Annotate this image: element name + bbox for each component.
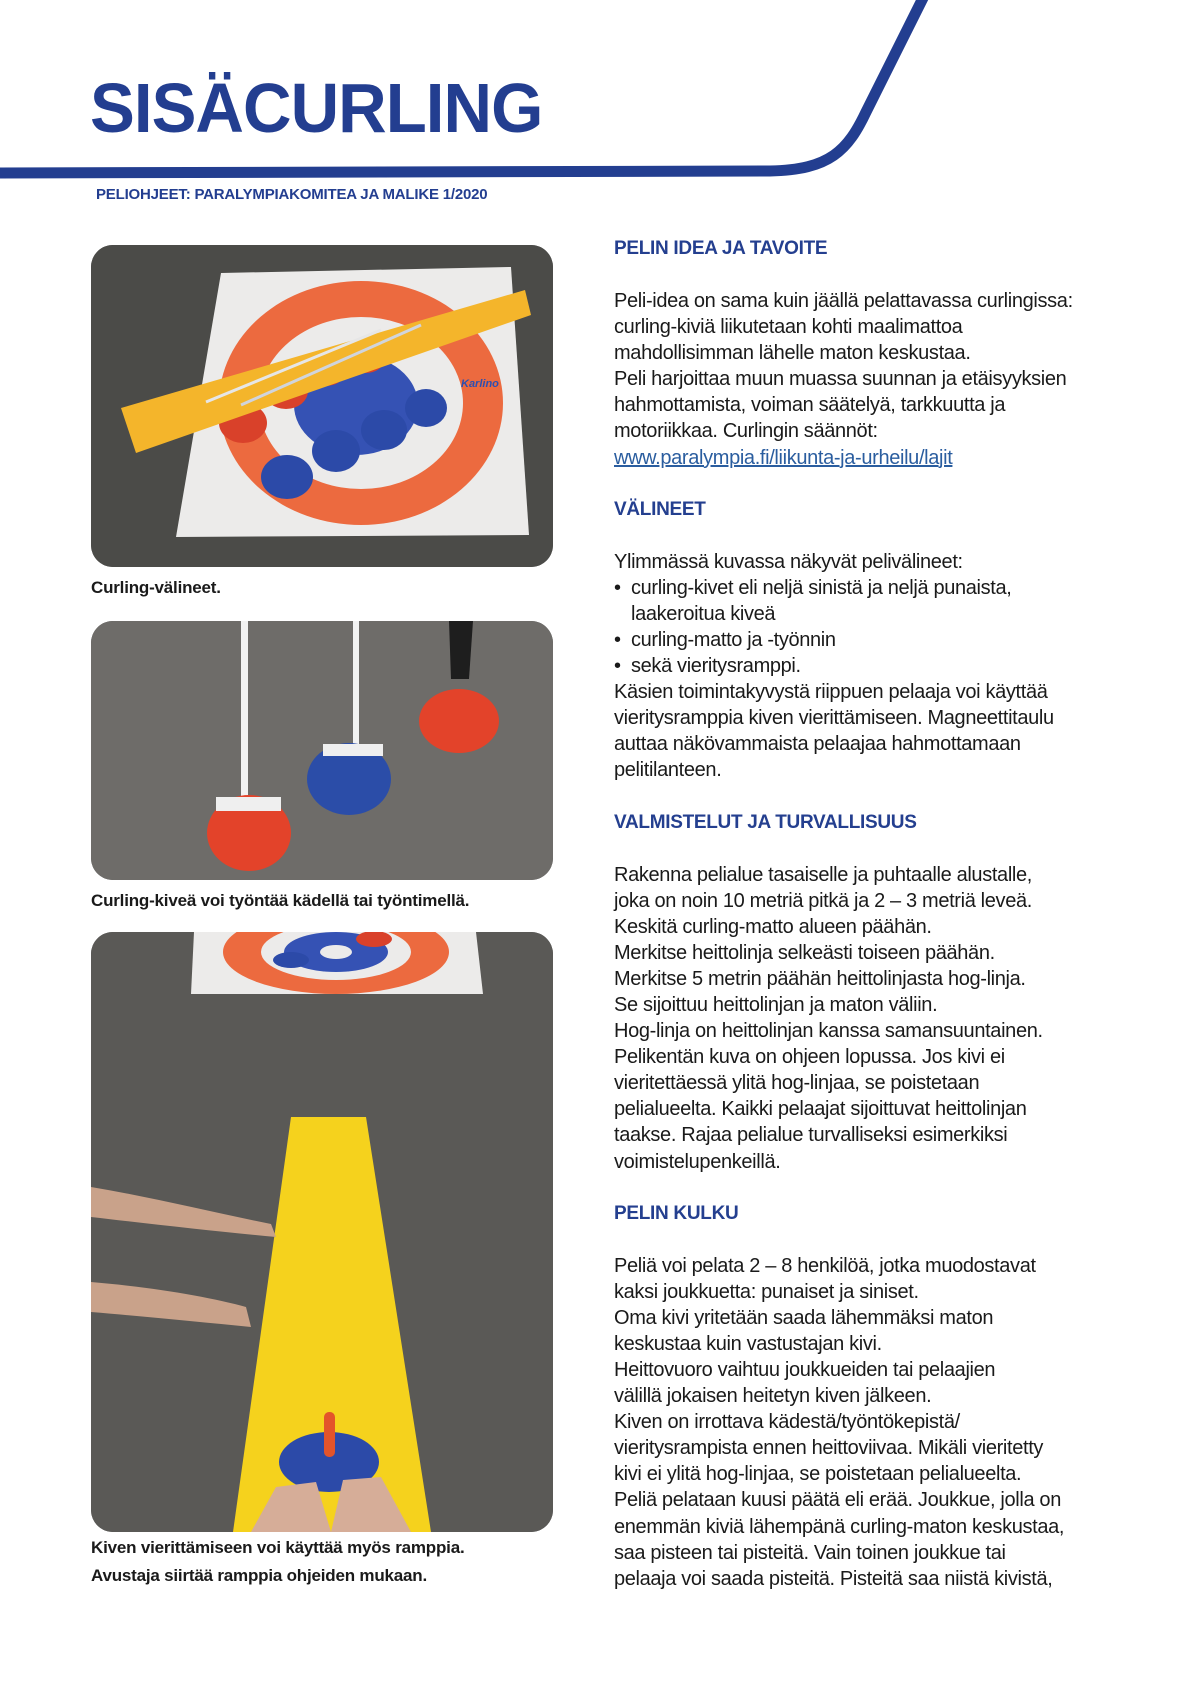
paragraph-line: Peliä pelataan kuusi päätä eli erää. Joukkue, jolla on [614,1489,1061,1512]
paragraph-line: kivi ei ylitä hog-linjaa, se poistetaan pelialueelta. [614,1463,1022,1486]
paragraph-line: keskustaa kuin vastustajan kivi. [614,1332,882,1355]
paragraph-line: pelialueelta. Kaikki pelaajat sijoittuvat heittolinjan [614,1098,1027,1121]
paragraph-line: Pelikentän kuva on ohjeen lopussa. Jos kivi ei [614,1046,1005,1069]
caption-pushing: Curling-kiveä voi työntää kädellä tai työntimellä. [91,891,470,910]
bullet-item: • sekä vieritysramppi. [614,653,1134,679]
photo-curling-equipment [91,245,553,567]
paragraph-line: pelitilanteen. [614,759,722,782]
paragraph-line: Oma kivi yritetään saada lähemmäksi maton [614,1306,994,1329]
paragraph-line: Käsien toimintakyvystä riippuen pelaaja voi käyttää [614,681,1048,704]
section-heading: PELIN IDEA JA TAVOITE [614,238,828,259]
bullet-item-continuation: laakeroitua kiveä [631,602,776,625]
section-equipment [614,497,1134,784]
paragraph-line: taakse. Rajaa pelialue turvalliseksi esimerkiksi [614,1124,1008,1147]
paragraph-line: pelaaja voi saada pisteitä. Pisteitä saa niistä kivistä, [614,1567,1053,1590]
paragraph-line: Kiven on irrottava kädestä/työntökepistä/ [614,1411,960,1434]
caption-ramp-line: Kiven vierittämiseen voi käyttää myös ramppia. [91,1538,465,1557]
caption-ramp [91,1534,464,1590]
page-subtitle: PELIOHJEET: PARALYMPIAKOMITEA JA MALIKE 1/2020 [96,186,488,203]
photo-ramp [91,932,553,1532]
caption-equipment: Curling-välineet. [91,578,221,597]
paragraph-line: Hog-linja on heittolinjan kanssa samansuuntainen. [614,1020,1043,1043]
caption-ramp-line: Avustaja siirtää ramppia ohjeiden mukaan. [91,1566,428,1585]
paragraph-line: Peliä voi pelata 2 – 8 henkilöä, jotka muodostavat [614,1254,1036,1277]
section-game-idea [614,236,1134,471]
paragraph-line: motoriikkaa. Curlingin säännöt: [614,420,878,443]
section-game-flow [614,1201,1134,1592]
paragraph-line: kaksi joukkuetta: punaiset ja siniset. [614,1280,919,1303]
bullet-item: • curling-kivet eli neljä sinistä ja neljä punaista, [614,575,1134,601]
bullet-icon: • [614,655,621,678]
paragraph-line: Peli-idea on sama kuin jäällä pelattavassa curlingissa: [614,290,1073,312]
paragraph-line: mahdollisimman lähelle maton keskustaa. [614,342,971,365]
paragraph-line: vieritysramppia kiven vierittämiseen. Magneettitaulu [614,707,1054,730]
paragraph-line: vieritettäessä ylitä hog-linjaa, se poistetaan [614,1072,980,1095]
bullet-item: • curling-matto ja -työnnin [614,627,1134,653]
paragraph-line: enemmän kiviä lähempänä curling-maton keskustaa, [614,1515,1065,1538]
bullet-icon: • [614,628,621,651]
paragraph-line: Merkitse 5 metrin päähän heittolinjasta hog-linja. [614,967,1026,990]
instructions-column [614,236,1134,1592]
paragraph-line: auttaa näkövammaista pelaajaa hahmottamaan [614,733,1021,756]
section-heading: VALMISTELUT JA TURVALLISUUS [614,811,917,833]
paragraph-line: Heittovuoro vaihtuu joukkueiden tai pelaajien [614,1359,996,1381]
paragraph-line: Peli harjoittaa muun muassa suunnan ja etäisyyksien [614,368,1067,391]
paragraph-line: Se sijoittuu heittolinjan ja maton väliin. [614,993,938,1016]
section-heading: VÄLINEET [614,498,706,520]
paragraph-line: voimistelupenkeillä. [614,1150,781,1173]
photo-pushing-stones [91,621,553,880]
red-stone [419,689,499,753]
paragraph-line: hahmottamista, voiman säätelyä, tarkkuutta ja [614,394,1006,417]
paragraph-line: välillä jokaisen heitetyn kiven jälkeen. [614,1385,932,1408]
section-preparation-safety [614,810,1134,1175]
paragraph-line: vieritysrampista ennen heittoviivaa. Mikäli vieritetty [614,1437,1044,1460]
rules-link[interactable]: www.paralympia.fi/liikunta-ja-urheilu/lajit [614,446,953,469]
paragraph-line: joka on noin 10 metriä pitkä ja 2 – 3 metriä leveä. [614,889,1032,912]
section-heading: PELIN KULKU [614,1202,739,1224]
brand-logo: Karlino [461,378,499,390]
paragraph-line: Keskitä curling-matto alueen päähän. [614,915,932,938]
paragraph-line: Ylimmässä kuvassa näkyvät pelivälineet: [614,550,963,573]
paragraph-line: Merkitse heittolinja selkeästi toiseen päähän. [614,941,995,964]
bullet-icon: • [614,576,621,599]
paragraph-line: curling-kiviä liikutetaan kohti maalimattoa [614,316,963,339]
page-title: SISÄCURLING [90,69,543,147]
paragraph-line: Rakenna pelialue tasaiselle ja puhtaalle alustalle, [614,863,1033,886]
paragraph-line: saa pisteen tai pisteitä. Vain toinen joukkue tai [614,1541,1006,1564]
